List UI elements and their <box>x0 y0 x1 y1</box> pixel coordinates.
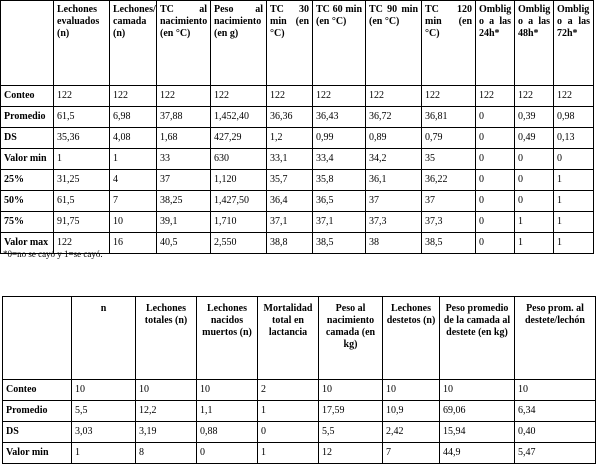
table-cell: 0 <box>476 233 515 254</box>
column-header: Omblig o a las 24h* <box>476 1 515 86</box>
table-cell: 1 <box>258 443 319 464</box>
table-cell: 1,452,40 <box>211 107 267 128</box>
table-cell: 0,88 <box>197 422 258 443</box>
column-header: Peso al nacimiento camada (en kg) <box>319 297 383 380</box>
table-cell: 3,19 <box>136 422 197 443</box>
column-header: Peso prom. al destete/lechón <box>515 297 596 380</box>
table-row <box>1 170 594 191</box>
table-cell: 1 <box>258 401 319 422</box>
table-cell: 44,9 <box>440 443 515 464</box>
table-cell: 122 <box>476 86 515 107</box>
column-header: Peso al nacimiento (en g) <box>211 1 267 86</box>
column-header: TC al nacimiento (en °C) <box>157 1 211 86</box>
column-header: n <box>72 297 136 380</box>
table-cell: 122 <box>110 86 157 107</box>
table-cell: 1,427,50 <box>211 191 267 212</box>
table-cell: 37,88 <box>157 107 211 128</box>
table-cell: 122 <box>157 86 211 107</box>
table-cell: 0,89 <box>366 128 422 149</box>
table-cell: 5,47 <box>515 443 596 464</box>
row-label: Conteo <box>1 86 54 107</box>
row-label: DS <box>3 422 72 443</box>
table-cell: 122 <box>554 86 594 107</box>
column-header: Lechones totales (n) <box>136 297 197 380</box>
table-cell: 1 <box>554 212 594 233</box>
table-cell: 12,2 <box>136 401 197 422</box>
table-cell: 37,3 <box>422 212 476 233</box>
table-cell: 2,550 <box>211 233 267 254</box>
table-cell: 427,29 <box>211 128 267 149</box>
table-cell: 10 <box>440 380 515 401</box>
table-cell: 10 <box>515 380 596 401</box>
table-cell: 1,120 <box>211 170 267 191</box>
table-row <box>1 149 594 170</box>
table-cell: 36,5 <box>313 191 366 212</box>
table-cell: 12 <box>319 443 383 464</box>
table-cell: 37 <box>422 191 476 212</box>
table-cell: 0 <box>197 443 258 464</box>
table-cell: 0,49 <box>515 128 554 149</box>
table-cell: 630 <box>211 149 267 170</box>
table-cell: 61,5 <box>54 107 110 128</box>
table-row <box>1 191 594 212</box>
table-cell: 38,5 <box>422 233 476 254</box>
table-cell: 1 <box>515 233 554 254</box>
table-cell: 39,1 <box>157 212 211 233</box>
table-cell: 10 <box>110 212 157 233</box>
table-header-row <box>3 297 596 380</box>
table-cell: 122 <box>267 86 313 107</box>
table-cell: 0 <box>554 149 594 170</box>
column-header: TC 120 min (en °C) <box>422 1 476 86</box>
table-cell: 17,59 <box>319 401 383 422</box>
table-cell: 2 <box>258 380 319 401</box>
table-cell: 36,81 <box>422 107 476 128</box>
table-row <box>1 128 594 149</box>
table-cell: 7 <box>383 443 440 464</box>
table-cell: 38,25 <box>157 191 211 212</box>
table-cell: 1 <box>54 149 110 170</box>
table-cell: 1,2 <box>267 128 313 149</box>
table-cell: 31,25 <box>54 170 110 191</box>
table-cell: 16 <box>110 233 157 254</box>
table-cell: 1 <box>554 170 594 191</box>
table-cell: 36,43 <box>313 107 366 128</box>
table-row <box>1 86 594 107</box>
table-cell: 0 <box>258 422 319 443</box>
row-label: DS <box>1 128 54 149</box>
column-header: Mortalidad total en lactancia <box>258 297 319 380</box>
table-cell: 122 <box>211 86 267 107</box>
table-cell: 35,7 <box>267 170 313 191</box>
table-row <box>1 107 594 128</box>
row-label: Valor min <box>1 149 54 170</box>
table-cell: 0,99 <box>313 128 366 149</box>
litter-stats-table <box>2 296 596 464</box>
column-header: Lechones/ camada (n) <box>110 1 157 86</box>
table-cell: 40,5 <box>157 233 211 254</box>
table-cell: 38,5 <box>313 233 366 254</box>
table-cell: 15,94 <box>440 422 515 443</box>
table-cell: 0,79 <box>422 128 476 149</box>
table-cell: 10 <box>319 380 383 401</box>
table-cell: 1,1 <box>197 401 258 422</box>
row-label: Promedio <box>3 401 72 422</box>
table-cell: 37 <box>157 170 211 191</box>
table-cell: 5,5 <box>319 422 383 443</box>
table-cell: 122 <box>54 233 110 254</box>
column-header: Lechones destetos (n) <box>383 297 440 380</box>
table-cell: 1,68 <box>157 128 211 149</box>
table-cell: 1,710 <box>211 212 267 233</box>
column-header: Lechones nacidos muertos (n) <box>197 297 258 380</box>
table-cell: 33,1 <box>267 149 313 170</box>
table-cell: 36,1 <box>366 170 422 191</box>
table-row <box>3 380 596 401</box>
table-cell: 1 <box>554 191 594 212</box>
table-header-row <box>1 1 594 86</box>
table-cell: 36,4 <box>267 191 313 212</box>
table-cell: 5,5 <box>72 401 136 422</box>
table-cell: 1 <box>72 443 136 464</box>
column-header: TC 90 min (en °C) <box>366 1 422 86</box>
table-cell: 10 <box>136 380 197 401</box>
table-cell: 0 <box>515 149 554 170</box>
table-cell: 3,03 <box>72 422 136 443</box>
table-cell: 35,36 <box>54 128 110 149</box>
column-header: TC 30 min (en °C) <box>267 1 313 86</box>
table-cell: 10 <box>383 380 440 401</box>
table-cell: 38,8 <box>267 233 313 254</box>
table-cell: 1 <box>554 233 594 254</box>
table-cell: 37,3 <box>366 212 422 233</box>
table-cell: 0 <box>476 212 515 233</box>
table-cell: 36,22 <box>422 170 476 191</box>
table-cell: 10 <box>197 380 258 401</box>
column-header <box>3 297 72 380</box>
table-cell: 0,13 <box>554 128 594 149</box>
table-cell: 0 <box>476 107 515 128</box>
table-cell: 0 <box>515 170 554 191</box>
table-cell: 91,75 <box>54 212 110 233</box>
table-footnote: *0=no se cayó y 1=se cayó. <box>3 249 103 259</box>
table-cell: 10,9 <box>383 401 440 422</box>
row-label: 50% <box>1 191 54 212</box>
table-cell: 122 <box>422 86 476 107</box>
table-cell: 2,42 <box>383 422 440 443</box>
table-cell: 36,72 <box>366 107 422 128</box>
table-cell: 0,98 <box>554 107 594 128</box>
table-cell: 37,1 <box>267 212 313 233</box>
table-cell: 122 <box>515 86 554 107</box>
column-header <box>1 1 54 86</box>
row-label: Promedio <box>1 107 54 128</box>
table-cell: 1 <box>110 149 157 170</box>
table-cell: 33 <box>157 149 211 170</box>
table-cell: 4 <box>110 170 157 191</box>
table-cell: 38 <box>366 233 422 254</box>
table-cell: 0 <box>515 191 554 212</box>
column-header: Omblig o a las 72h* <box>554 1 594 86</box>
table-row <box>3 443 596 464</box>
table-cell: 6,98 <box>110 107 157 128</box>
table-cell: 61,5 <box>54 191 110 212</box>
row-label: Valor max <box>1 233 54 254</box>
table-cell: 33,4 <box>313 149 366 170</box>
table-cell: 37 <box>366 191 422 212</box>
table-cell: 122 <box>313 86 366 107</box>
table-row <box>1 212 594 233</box>
table-cell: 35 <box>422 149 476 170</box>
column-header: Omblig o a las 48h* <box>515 1 554 86</box>
table-cell: 0,40 <box>515 422 596 443</box>
table-cell: 122 <box>366 86 422 107</box>
table-cell: 69,06 <box>440 401 515 422</box>
table-cell: 4,08 <box>110 128 157 149</box>
table-row <box>3 422 596 443</box>
table-cell: 0,39 <box>515 107 554 128</box>
table-cell: 1 <box>515 212 554 233</box>
table-cell: 122 <box>54 86 110 107</box>
table-cell: 6,34 <box>515 401 596 422</box>
row-label: Valor min <box>3 443 72 464</box>
table-cell: 0 <box>476 170 515 191</box>
table-cell: 37,1 <box>313 212 366 233</box>
table-cell: 36,36 <box>267 107 313 128</box>
column-header: Peso promedio de la camada al destete (en kg) <box>440 297 515 380</box>
table-cell: 35,8 <box>313 170 366 191</box>
table-cell: 10 <box>72 380 136 401</box>
table-row <box>3 401 596 422</box>
table-cell: 34,2 <box>366 149 422 170</box>
row-label: Conteo <box>3 380 72 401</box>
table-cell: 7 <box>110 191 157 212</box>
table-cell: 0 <box>476 191 515 212</box>
column-header: Lechones evaluados (n) <box>54 1 110 86</box>
column-header: TC 60 min (en °C) <box>313 1 366 86</box>
table-cell: 8 <box>136 443 197 464</box>
table-cell: 0 <box>476 128 515 149</box>
row-label: 75% <box>1 212 54 233</box>
table-cell: 0 <box>476 149 515 170</box>
row-label: 25% <box>1 170 54 191</box>
